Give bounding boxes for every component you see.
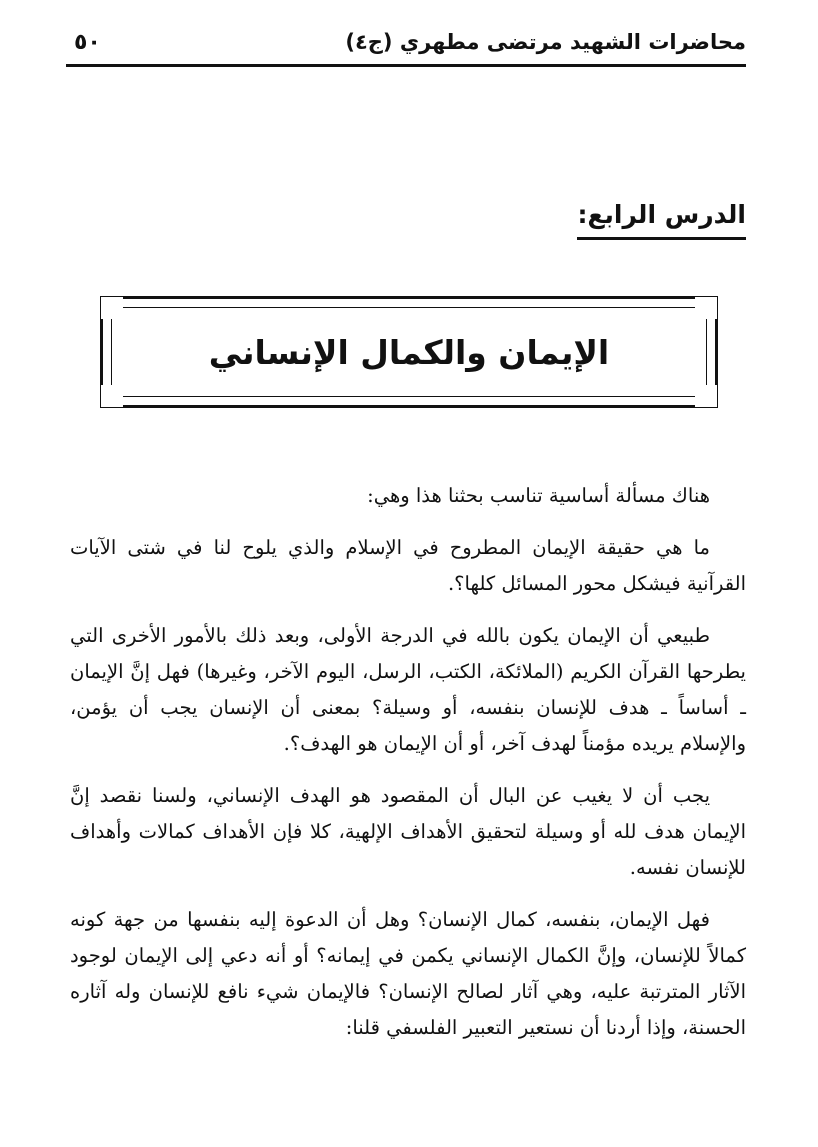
paragraph: طبيعي أن الإيمان يكون بالله في الدرجة الأولى، وبعد ذلك بالأمور الأخرى التي يطرحها القرآن الكريم (الملائكة، الكتب، الرسل، اليوم الآخر، وغيرها) فهل إنَّ الإيمان ـ أساساً ـ هدف للإنسان بنفسه، أو وسيلة؟ بمعنى أن الإنسان يجب أن يؤمن، والإسلام يريده مؤمناً لهدف آخر، أو أن الإيمان هو الهدف؟. [70, 624, 746, 755]
frame-corner [695, 385, 718, 408]
paragraph: فهل الإيمان، بنفسه، كمال الإنسان؟ وهل أن الدعوة إليه بنفسها من جهة كونه كمالاً للإنسان، وإنَّ الكمال الإنساني يكمن في إيمانه؟ أو أنه دعي إلى الإيمان لوجود الآثار المترتبة عليه، وهي آثار لصالح الإنسان؟ فالإيمان شيء نافع للإنسان وله آثاره الحسنة، وإذا أردنا أن نستعير التعبير الفلسفي قلنا: [70, 908, 746, 1039]
paragraph: ما هي حقيقة الإيمان المطروح في الإسلام والذي يلوح لنا في شتى الآيات القرآنية فيشكل محور المسائل كلها؟. [70, 536, 746, 595]
body-text [70, 478, 746, 1062]
frame-corner [695, 296, 718, 319]
frame-corner [100, 385, 123, 408]
book-title: محاضرات الشهيد مرتضى مطهري (ج٤) [345, 30, 746, 54]
lesson-label: الدرس الرابع: [577, 200, 746, 240]
paragraph: هناك مسألة أساسية تناسب بحثنا هذا وهي: [367, 484, 710, 507]
frame-corner [100, 296, 123, 319]
page-header [66, 28, 746, 67]
chapter-title: الإيمان والكمال الإنساني [208, 333, 610, 372]
page-number: ٥٠ [74, 30, 101, 55]
chapter-title-frame [100, 296, 718, 408]
paragraph: يجب أن لا يغيب عن البال أن المقصود هو الهدف الإنساني، ولسنا نقصد إنَّ الإيمان هدف لله أو وسيلة لتحقيق الأهداف الإلهية، كلا فإن الأهداف كمالات وأهداف للإنسان نفسه. [70, 784, 746, 879]
